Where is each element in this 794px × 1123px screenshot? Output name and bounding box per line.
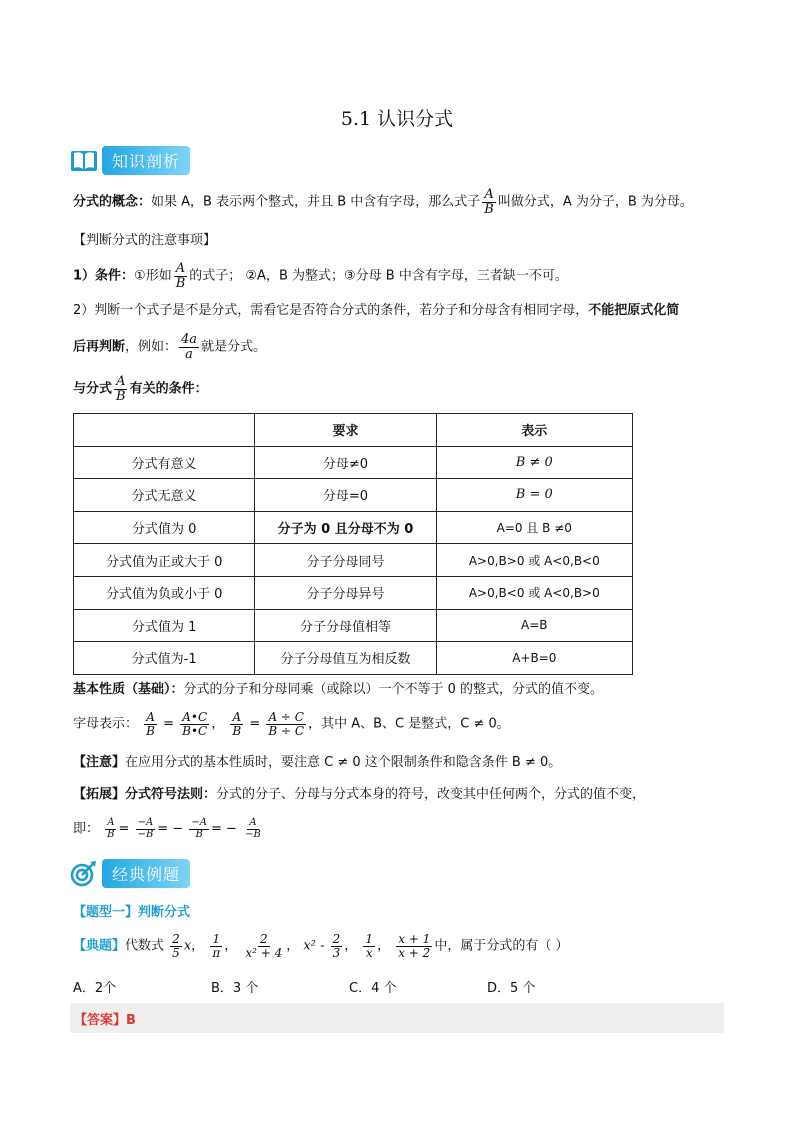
table-header <box>74 414 255 447</box>
table-cell: 分子分母值相等 <box>255 609 436 642</box>
letter-representation: 字母表示： $\frac{A}{B}$ = $\frac{A•C}{B•C}$ ， $\frac{A}{B}$ = $\frac{A \div C}{B \div C}$ ，其中 A、B、C 是整式，C ≠ 0。 <box>73 710 510 738</box>
table-cell: 分式值为正或大于 0 <box>74 544 255 577</box>
conditions-heading: 与分式 $\frac{A}{B}$ 有关的条件： <box>73 374 208 404</box>
table-cell: A+B=0 <box>436 642 632 675</box>
option-b: B．3 个 <box>211 981 259 996</box>
option-c: C．4 个 <box>349 981 397 996</box>
table-cell: 分子分母异号 <box>255 576 436 609</box>
option-d: D．5 个 <box>487 981 536 996</box>
table-cell: A>0,B<0 或 A<0,B>0 <box>436 576 632 609</box>
section-label: 知识剖析 <box>102 146 190 175</box>
table-cell: 分式有意义 <box>74 446 255 479</box>
sign-rule: 即： $\frac{A}{B}$ = $\frac{-A}{-B}$ = − $\frac{-A}{B}$ = − $\frac{A}{-B}$ <box>73 817 261 840</box>
table-cell: 分式值为负或小于 0 <box>74 576 255 609</box>
example-question: 【典题】代数式 $\frac{2}{5}$ x， $\frac{1}{\pi}$ ， $\frac{2}{\text{x² + 4}}$ ， x² - $\frac{2}{3}$ ， $\frac{1}{x}$ ， $\frac{x + 1}{x + 2}$ 中，属于分式的有（ ） <box>73 932 569 960</box>
section-banner-knowledge <box>70 145 190 175</box>
answer-line: 【答案】B <box>74 1013 136 1028</box>
table-row <box>74 609 633 642</box>
basic-property: 基本性质（基础）：分式的分子和分母同乘（或除以）一个不等于 0 的整式，分式的值不变。 <box>73 682 604 697</box>
table-cell: B = 0 <box>436 479 632 512</box>
table-cell: 分式值为 0 <box>74 511 255 544</box>
table-cell: 分母≠0 <box>255 446 436 479</box>
table-header: 要求 <box>255 414 436 447</box>
question-type-heading: 【题型一】判断分式 <box>73 905 191 920</box>
table-row <box>74 479 633 512</box>
note-2-cont: 后再判断，例如： $\frac{4a}{a}$ 就是分式。 <box>73 332 267 362</box>
table-cell: 分子分母同号 <box>255 544 436 577</box>
concept-paragraph: 分式的概念：如果 A，B 表示两个整式，并且 B 中含有字母，那么式子 $\frac{A}{B}$ 叫做分式，A 为分子，B 为分母。 <box>73 187 693 217</box>
target-icon <box>70 859 98 887</box>
table-cell: A=0 且 B ≠0 <box>436 511 632 544</box>
extend-note: 【拓展】分式符号法则：分式的分子、分母与分式本身的符号，改变其中任何两个，分式的值不变， <box>73 787 646 802</box>
option-a: A．2个 <box>73 981 117 996</box>
section-banner-examples <box>70 858 190 888</box>
notes-heading: 【判断分式的注意事项】 <box>73 233 217 248</box>
table-header: 表示 <box>436 414 632 447</box>
table-cell: 分式值为 1 <box>74 609 255 642</box>
table-row <box>74 642 633 675</box>
table-row <box>74 576 633 609</box>
page-title: 5.1 认识分式 <box>340 108 454 130</box>
table-cell: A=B <box>436 609 632 642</box>
table-row <box>74 446 633 479</box>
table-cell: 分子为 0 且分母不为 0 <box>255 511 436 544</box>
section-label: 经典例题 <box>102 859 190 888</box>
table-cell: 分子分母值互为相反数 <box>255 642 436 675</box>
table-row <box>74 511 633 544</box>
answer-box <box>70 1003 724 1033</box>
table-cell: 分式值为-1 <box>74 642 255 675</box>
table-header-row <box>74 414 633 447</box>
table-cell: 分式无意义 <box>74 479 255 512</box>
table-cell: A>0,B>0 或 A<0,B<0 <box>436 544 632 577</box>
attention-note: 【注意】在应用分式的基本性质时，要注意 C ≠ 0 这个限制条件和隐含条件 B ≠ 0。 <box>73 755 562 770</box>
table-cell: B ≠ 0 <box>436 446 632 479</box>
note-1: 1）条件：①形如 $\frac{A}{B}$ 的式子； ②A，B 为整式；③分母 B 中含有字母，三者缺一不可。 <box>73 261 568 291</box>
book-icon <box>70 146 98 174</box>
table-row <box>74 544 633 577</box>
note-2: 2）判断一个式子是不是分式，需看它是否符合分式的条件，若分子和分母含有相同字母，不能把原式化简 <box>73 303 680 318</box>
conditions-table <box>73 413 633 675</box>
table-cell: 分母=0 <box>255 479 436 512</box>
